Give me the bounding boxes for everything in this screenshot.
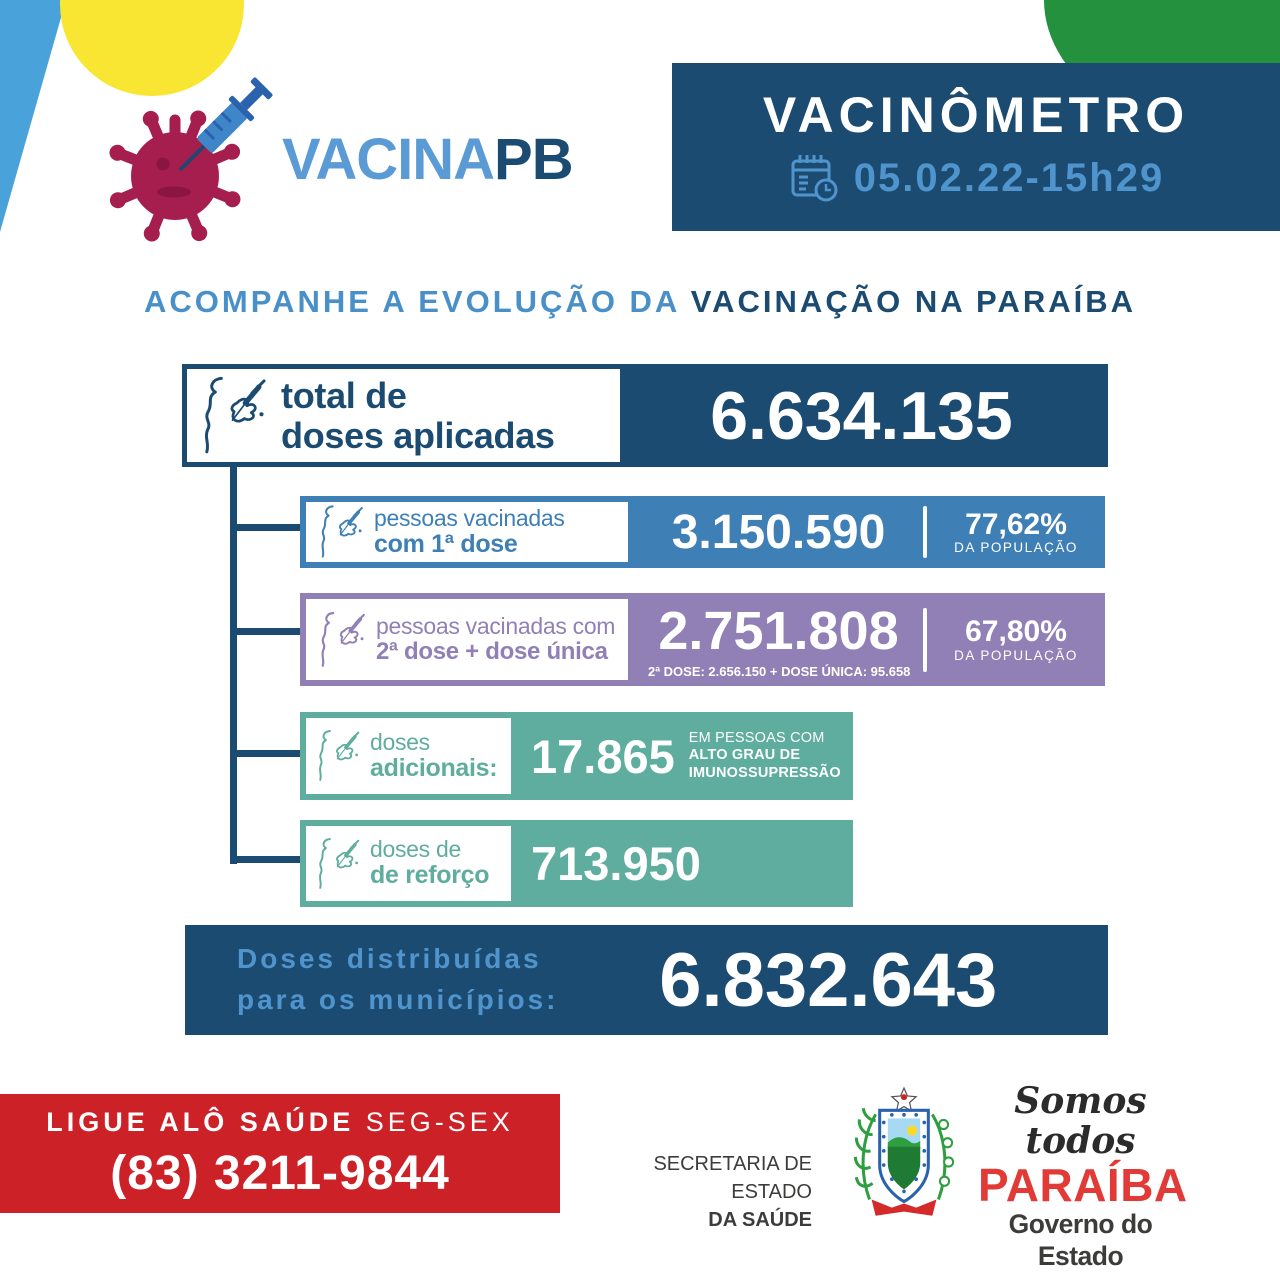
stat-label-line1: doses xyxy=(370,728,430,755)
side-caption-line3: IMUNOSSUPRESSÃO xyxy=(688,764,841,781)
page-title: VACINÔMETRO xyxy=(762,87,1190,143)
percent-value: 77,62% xyxy=(965,507,1067,541)
stat-value: 713.950 xyxy=(531,837,701,890)
tree-connector-branch xyxy=(232,856,300,863)
stat-label xyxy=(370,730,497,783)
stat-label-line1: total de xyxy=(281,374,407,416)
vacinapb-logo xyxy=(282,126,573,193)
vaccination-arm-icon xyxy=(316,504,368,560)
stat-row-distributed-doses xyxy=(185,925,1108,1035)
hotline-banner xyxy=(0,1094,560,1213)
virus-syringe-icon xyxy=(100,58,290,248)
tree-connector-branch xyxy=(232,750,300,757)
stat-value: 2.751.808 xyxy=(658,601,899,661)
percent-caption: DA POPULAÇÃO xyxy=(954,540,1078,556)
logo-part-vacina: VACINA xyxy=(282,127,495,192)
report-datetime: 05.02.22-15h29 xyxy=(853,156,1165,200)
stat-label-box xyxy=(306,599,628,680)
vaccination-arm-icon xyxy=(316,610,370,670)
stat-row-booster-doses xyxy=(300,820,853,907)
side-caption-line2: ALTO GRAU DE xyxy=(688,747,801,764)
stat-label xyxy=(281,376,555,455)
government-brand xyxy=(978,1080,1188,1273)
subtitle-light: ACOMPANHE A EVOLUÇÃO DA xyxy=(144,284,691,319)
stat-label-line2: adicionais: xyxy=(370,753,498,782)
stat-side-caption xyxy=(689,712,841,800)
secretaria-caption xyxy=(598,1150,812,1234)
tree-connector-branch xyxy=(232,524,300,531)
stat-label-box xyxy=(306,718,511,794)
stat-label xyxy=(237,939,559,1020)
hotline-label-light: SEG-SEX xyxy=(365,1106,514,1137)
brand-script-text: Somos todos xyxy=(1014,1080,1147,1162)
header-panel xyxy=(672,63,1280,231)
stat-value: 6.634.135 xyxy=(710,377,1013,454)
stat-label-line2: de reforço xyxy=(370,861,490,890)
logo-part-pb: PB xyxy=(494,127,573,192)
side-caption-line1: EM PESSOAS COM xyxy=(688,730,825,747)
brand-state-name: PARAÍBA xyxy=(978,1159,1188,1212)
vaccination-arm-icon xyxy=(314,836,364,892)
stat-label-line1: pessoas vacinadas xyxy=(374,504,565,531)
stat-label xyxy=(376,614,615,666)
hotline-label-strong: LIGUE ALÔ SAÚDE xyxy=(46,1106,366,1137)
calendar-clock-icon xyxy=(788,152,840,204)
percent-value: 67,80% xyxy=(965,615,1067,649)
stat-label-box xyxy=(187,369,620,462)
stat-value: 6.832.643 xyxy=(659,937,998,1023)
percent-caption: DA POPULAÇÃO xyxy=(954,647,1078,663)
syringe-icon xyxy=(169,75,276,182)
hotline-phone-number: (83) 3211-9844 xyxy=(110,1146,450,1200)
stat-label-line2: 2ª dose + dose única xyxy=(376,637,608,665)
stat-label-line2: para os municípios: xyxy=(237,984,559,1015)
stat-label-line1: Doses distribuídas xyxy=(237,943,542,975)
secretaria-line1: SECRETARIA DE ESTADO xyxy=(653,1153,812,1203)
stat-label-line1: pessoas vacinadas com xyxy=(376,612,616,639)
paraiba-coat-of-arms xyxy=(843,1086,965,1238)
population-percent-block xyxy=(927,496,1105,568)
date-row xyxy=(788,152,1164,204)
stat-value-caption: 2ª DOSE: 2.656.150 + DOSE ÚNICA: 95.658 xyxy=(648,664,911,679)
subtitle-dark: VACINAÇÃO NA PARAÍBA xyxy=(690,284,1136,319)
tree-connector-branch xyxy=(232,628,300,635)
stat-label xyxy=(374,506,565,559)
stat-row-first-dose xyxy=(300,496,1105,568)
stat-row-second-dose xyxy=(300,593,1105,686)
secretaria-line2: DA SAÚDE xyxy=(708,1209,812,1231)
stat-label-line2: doses aplicadas xyxy=(281,414,555,456)
population-percent-block xyxy=(927,593,1105,686)
stat-label-line1: doses de xyxy=(370,836,461,863)
stat-row-total-doses xyxy=(182,364,1108,467)
stat-value-block xyxy=(634,593,923,686)
subtitle xyxy=(0,284,1280,320)
stat-row-additional-doses xyxy=(300,712,853,800)
corner-blue-wedge-shape xyxy=(0,0,66,232)
hotline-label xyxy=(46,1107,514,1138)
vaccination-arm-icon xyxy=(314,728,364,784)
stat-label xyxy=(370,837,489,890)
stat-value: 17.865 xyxy=(531,729,675,783)
stat-label-line2: com 1ª dose xyxy=(374,529,518,558)
brand-subtitle: Governo do Estado xyxy=(1008,1209,1153,1272)
vaccination-arm-icon xyxy=(197,375,273,457)
stat-label-box xyxy=(306,502,628,562)
stat-label-box xyxy=(306,826,511,901)
stat-value: 3.150.590 xyxy=(671,505,886,559)
